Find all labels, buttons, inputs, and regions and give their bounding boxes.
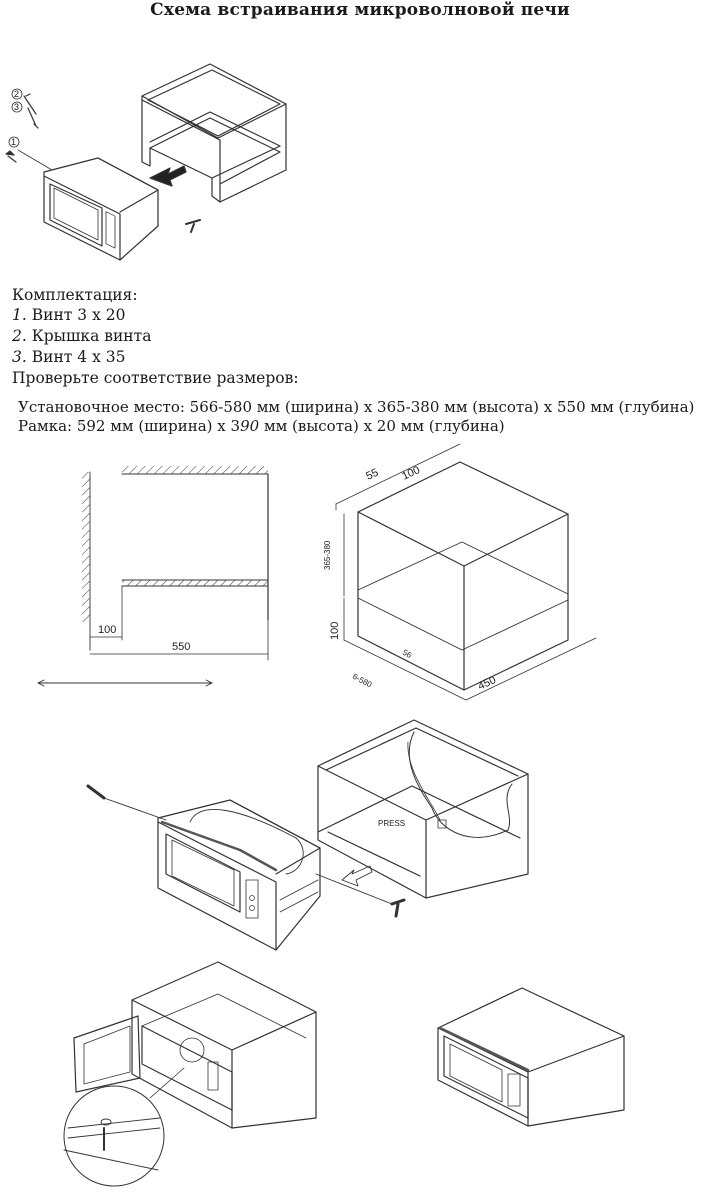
screw-left-icon: [88, 786, 104, 798]
page-title: Схема встраивания микроволновой печи: [150, 0, 570, 20]
kit-item-3: 3. Винт 4 х 35: [12, 348, 126, 366]
svg-text:3: 3: [14, 102, 20, 112]
callout-3: [12, 102, 22, 112]
side-dim-100: 100: [98, 624, 117, 636]
callout-1: [9, 137, 19, 147]
iso-dim-55: 55: [364, 466, 381, 483]
iso-dim-6-580: 6-580: [351, 671, 374, 690]
insert-arrow-outline-icon: [342, 866, 372, 886]
iso-dim-450: 450: [476, 674, 498, 693]
iso-dim-56: 56: [401, 647, 414, 660]
screw-4x35-icon: [28, 108, 38, 128]
microwave-top-figure: [44, 158, 158, 260]
screw-cover-icon: [24, 94, 36, 114]
check-dimensions-text: Проверьте соответствие размеров:: [12, 369, 299, 387]
cabinet-open-door-figure: [74, 962, 316, 1128]
iso-dimensions-diagram: [323, 444, 596, 700]
svg-text:2: 2: [14, 89, 20, 99]
screw-right-icon: [392, 900, 404, 916]
kit-item-1: 1. Винт 3 х 20: [12, 306, 126, 324]
microwave-middle-figure: [158, 800, 320, 950]
iso-dim-100-top: 100: [400, 464, 422, 483]
iso-dim-365-380: 365-380: [323, 540, 332, 570]
screw-3x20-icon: [186, 220, 200, 232]
cabinet-middle-figure: [318, 720, 528, 898]
kit-item-2: 2. Крышка винта: [12, 327, 152, 345]
frame-dimensions-text: Рамка: 592 мм (ширина) х 390 мм (высота) х 20 мм (глубина): [18, 417, 505, 435]
install-dimensions-text: Установочное место: 566-580 мм (ширина) х 365-380 мм (высота) х 550 мм (глубина): [18, 398, 695, 416]
kit-heading: Комплектация:: [12, 286, 138, 304]
side-view-diagram: [38, 466, 268, 686]
svg-text:1: 1: [11, 137, 17, 147]
iso-dim-100-bottom: 100: [329, 621, 341, 640]
side-dim-550: 550: [172, 641, 191, 653]
screw-detail-magnifier: [64, 1068, 184, 1186]
shelf-press-label: PRESS: [378, 819, 406, 828]
screw-3x20-small-icon: [6, 151, 16, 162]
insert-arrow-icon: [150, 166, 186, 186]
installed-microwave-figure: [438, 988, 624, 1126]
callout-2: [12, 89, 22, 99]
